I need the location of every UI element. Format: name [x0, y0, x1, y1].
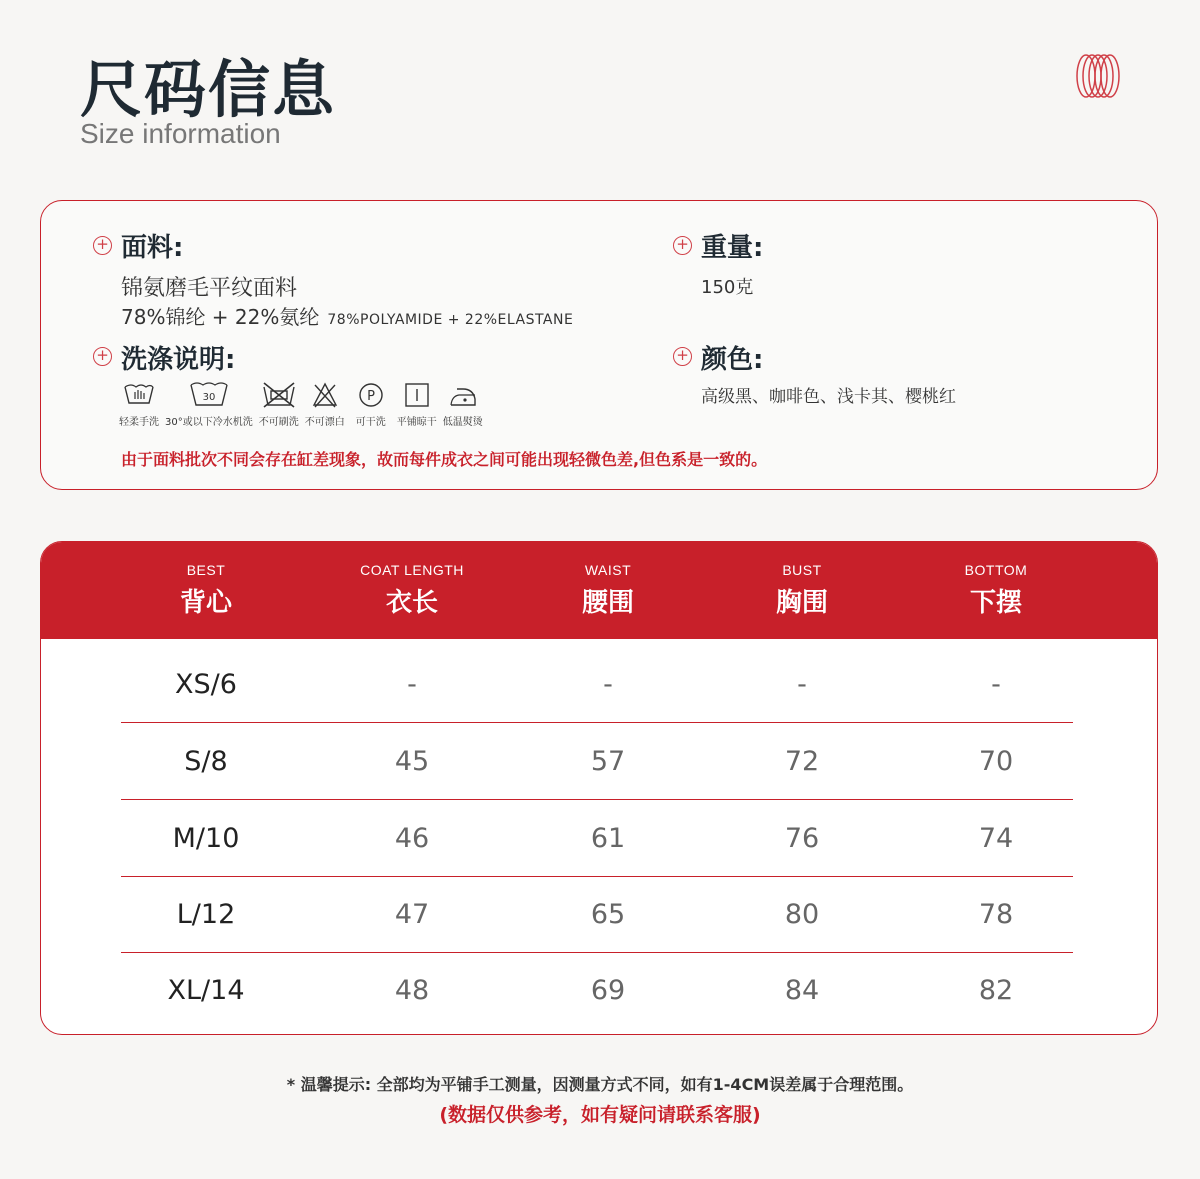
coat-length-cell: 48 [394, 975, 430, 1006]
dry-flat-icon [397, 381, 437, 409]
care-label: 轻柔手洗 [119, 417, 159, 428]
header-en: WAIST [584, 562, 632, 578]
rings-decoration-icon [1074, 52, 1122, 100]
header-cell [896, 562, 1096, 619]
page-title: 尺码信息 [80, 53, 337, 126]
coat-length-cell: 47 [394, 899, 430, 930]
wash-temp-text: 30 [202, 392, 216, 403]
dry-clean-p-icon [351, 381, 391, 409]
bottom-cell: 82 [978, 975, 1014, 1006]
bust-cell: 84 [784, 975, 820, 1006]
reference-note: (数据仅供参考，如有疑问请联系客服) [439, 1104, 761, 1126]
header-cn: 胸围 [775, 588, 828, 618]
fabric-composition-cn: 78%锦纶 + 22%氨纶 [121, 305, 320, 329]
fabric-info-panel [40, 200, 1158, 490]
header-cn: 衣长 [385, 588, 438, 618]
waist-cell: - [603, 669, 613, 700]
size-cell: XS/6 [175, 669, 237, 700]
header-cn: 腰围 [581, 588, 634, 618]
care-item [119, 381, 159, 428]
care-label: 30°或以下冷水机洗 [165, 417, 253, 428]
table-row [121, 723, 1073, 800]
care-label: 低温熨烫 [442, 417, 483, 428]
care-item [165, 381, 253, 428]
fabric-title: 面料: [121, 233, 184, 263]
care-label: 平铺晾干 [396, 417, 437, 428]
coat-length-cell: 45 [394, 746, 430, 777]
care-item [305, 381, 345, 428]
table-row [121, 876, 1073, 953]
size-cell: XL/14 [167, 975, 245, 1006]
header-en: BUST [782, 562, 822, 578]
table-row [121, 800, 1073, 877]
plus-icon: + [673, 347, 692, 366]
weight-title: 重量: [701, 233, 764, 263]
measurement-note: * 温馨提示: 全部均为平铺手工测量，因测量方式不同，如有1-4CM误差属于合理范围。 [286, 1075, 914, 1094]
bust-cell: 72 [784, 746, 820, 777]
bottom-cell: 74 [978, 823, 1014, 854]
care-item [397, 381, 437, 428]
header-en: BEST [186, 562, 226, 578]
color-variance-warning: 由于面料批次不同会存在缸差现象，故而每件成衣之间可能出现轻微色差,但色系是一致的。 [121, 450, 768, 469]
header-cell [106, 562, 306, 619]
care-item [351, 381, 391, 428]
wash-30-icon [189, 381, 229, 409]
size-cell: M/10 [172, 823, 240, 854]
dry-clean-text: P [366, 389, 375, 404]
waist-cell: 57 [590, 746, 626, 777]
care-item [259, 381, 299, 428]
bust-cell: 76 [784, 823, 820, 854]
bottom-cell: - [991, 669, 1001, 700]
table-row [121, 952, 1073, 1029]
bottom-cell: 70 [978, 746, 1014, 777]
table-row [121, 646, 1073, 723]
care-title: 洗涤说明: [121, 345, 236, 375]
page-subtitle: Size information [80, 118, 281, 149]
header-cell [508, 562, 708, 619]
header-cn: 下摆 [969, 588, 1022, 618]
care-label: 不可漂白 [304, 417, 345, 428]
care-item [443, 381, 483, 428]
size-cell: L/12 [176, 899, 236, 930]
no-bleach-icon [305, 381, 345, 409]
header-en: BOTTOM [964, 562, 1028, 578]
no-brushing-icon [259, 381, 299, 409]
gentle-hand-wash-icon [119, 381, 159, 409]
bust-cell: 80 [784, 899, 820, 930]
fabric-name: 锦氨磨毛平纹面料 [121, 276, 298, 301]
header-cell [312, 562, 512, 619]
low-iron-icon [443, 381, 483, 409]
bottom-cell: 78 [978, 899, 1014, 930]
care-icons-row [119, 381, 489, 428]
plus-icon: + [673, 236, 692, 255]
waist-cell: 65 [590, 899, 626, 930]
waist-cell: 61 [590, 823, 626, 854]
coat-length-cell: 46 [394, 823, 430, 854]
plus-icon: + [93, 236, 112, 255]
color-title: 颜色: [701, 345, 764, 375]
fabric-composition [121, 301, 573, 330]
waist-cell: 69 [590, 975, 626, 1006]
size-cell: S/8 [184, 746, 228, 777]
care-label: 可干洗 [355, 417, 386, 428]
size-table [40, 541, 1158, 1035]
header-cn: 背心 [179, 588, 232, 618]
header-cell [702, 562, 902, 619]
color-value: 高级黑、咖啡色、浅卡其、樱桃红 [701, 387, 956, 407]
fabric-composition-en: 78%POLYAMIDE + 22%ELASTANE [327, 312, 574, 328]
plus-icon: + [93, 347, 112, 366]
size-table-header [41, 542, 1157, 639]
coat-length-cell: - [407, 669, 417, 700]
care-label: 不可刷洗 [258, 417, 299, 428]
weight-value: 150克 [701, 277, 754, 298]
header-en: COAT LENGTH [360, 562, 464, 578]
bust-cell: - [797, 669, 807, 700]
